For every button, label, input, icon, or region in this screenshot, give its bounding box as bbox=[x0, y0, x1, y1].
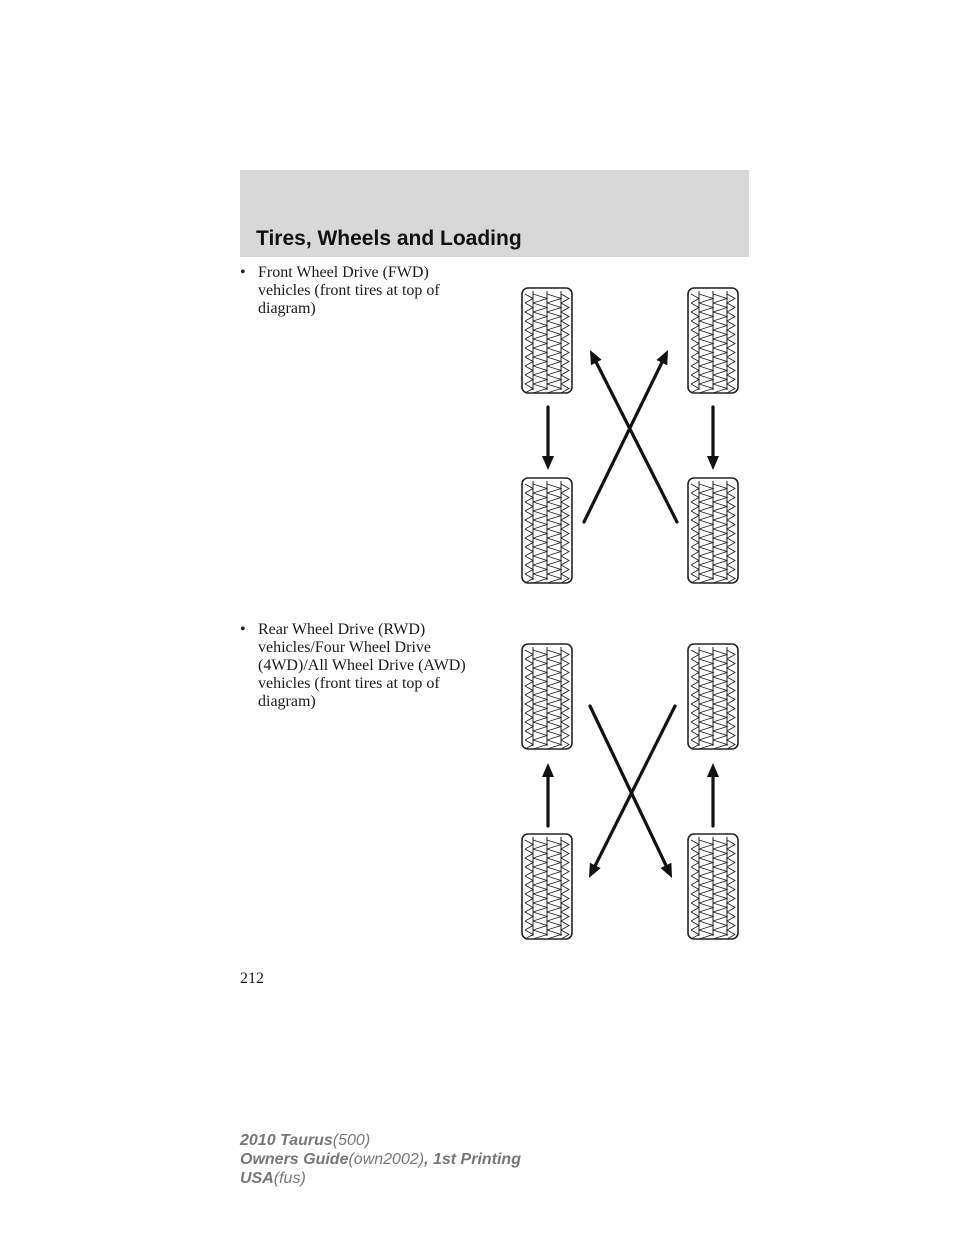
tire-rear-right bbox=[688, 478, 738, 583]
tire-front-left bbox=[522, 644, 572, 749]
bullet-marker: • bbox=[240, 621, 246, 638]
tire-front-right bbox=[688, 644, 738, 749]
tire-rotation-diagram-fwd bbox=[500, 280, 760, 600]
bullet-text-rwd: Rear Wheel Drive (RWD) vehicles/Four Wheel Drive (4WD)/All Wheel Drive (AWD) vehicles (front tires at top of diagram) bbox=[258, 621, 466, 710]
arrow-cross-2 bbox=[590, 350, 677, 522]
bullet-marker: • bbox=[240, 264, 246, 281]
bullet-rwd bbox=[240, 621, 490, 711]
footer-print-info bbox=[240, 1131, 521, 1188]
tire-rear-right bbox=[688, 834, 738, 939]
footer-line-3: USA(fus) bbox=[240, 1170, 306, 1187]
arrow-right-straight bbox=[707, 763, 719, 826]
section-title: Tires, Wheels and Loading bbox=[256, 227, 522, 250]
footer-line-1: 2010 Taurus(500) bbox=[240, 1132, 371, 1149]
tire-rotation-diagram-rwd bbox=[500, 636, 760, 956]
arrow-cross-1 bbox=[584, 350, 668, 522]
bullet-fwd bbox=[240, 264, 490, 318]
page-number: 212 bbox=[240, 970, 264, 987]
arrow-left-straight bbox=[542, 763, 554, 826]
tire-front-right bbox=[688, 288, 738, 393]
tire-rear-left bbox=[522, 834, 572, 939]
footer-line-2: Owners Guide(own2002), 1st Printing bbox=[240, 1151, 521, 1168]
bullet-text-fwd: Front Wheel Drive (FWD) vehicles (front tires at top of diagram) bbox=[258, 264, 440, 317]
arrow-left-straight bbox=[542, 407, 554, 470]
tire-front-left bbox=[522, 288, 572, 393]
tire-rear-left bbox=[522, 478, 572, 583]
arrow-right-straight bbox=[707, 407, 719, 470]
section-header-band bbox=[240, 170, 749, 257]
